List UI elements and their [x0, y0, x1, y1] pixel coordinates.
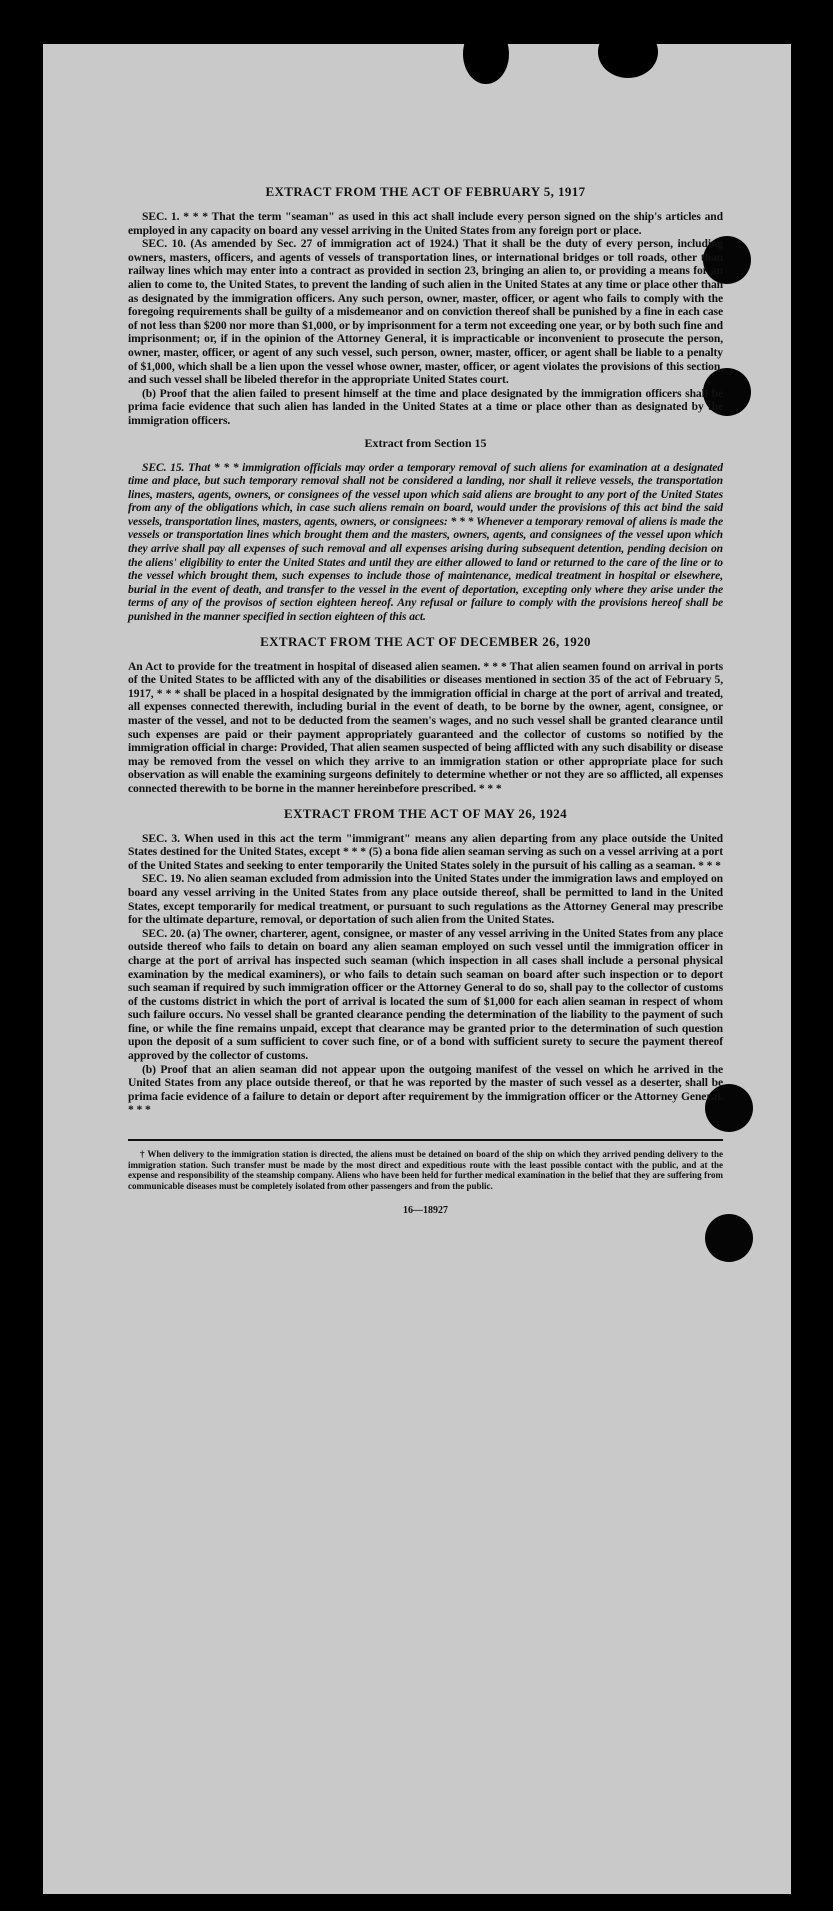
paragraph-sec-20-a: SEC. 20. (a) The owner, charterer, agent, consignee, or master of any vessel arriving in the United States from any place outside thereof who fails to detain on board any alien seaman employed on such vessel until the immigration officer in charge at the port of arrival has inspected such seaman (which inspection in all cases shall include a personal physical examination by the medical examiners), or who fails to detain such seaman on board after such inspection or to deport such seaman if required by such immigration officer or the Attorney General to do so, shall pay to the collector of customs of the customs district in which the port of arrival is located the sum of $1,000 for each alien seaman in respect of whom such failure occurs. No vessel shall be granted clearance pending the determination of the liability to the payment of such fine, or while the fine remains unpaid, except that clearance may be granted prior to the determination of such question upon the deposit of a sum sufficient to cover such fine, or of a bond with sufficient surety to secure the payment thereof approved by the collector of customs.	[128, 926, 723, 1063]
paragraph-sec-10: SEC. 10. (As amended by Sec. 27 of immigration act of 1924.) That it shall be the duty of every person, including owners, masters, officers, and agents of vessels of transportation lines, or international bridges or toll roads, other than railway lines which may enter into a contract as provided in section 23, bringing an alien to, or providing a means for an alien to come to, the United States, to prevent the landing of such alien in the United States at any time or place other than as designated by the immigration officers. Any such person, owner, master, officer, or agent who fails to comply with the foregoing requirements shall be guilty of a misdemeanor and on conviction thereof shall be punished by a fine in each case of not less than $200 nor more than $1,000, or by imprisonment for a term not exceeding one year, or by both such fine and imprisonment; or, if in the opinion of the Attorney General, it is impracticable or inconvenient to prosecute the person, owner, master, officer, or agent of any such vessel, such person, owner, master, officer, or agent shall be liable to a penalty of $1,000, which shall be a lien upon the vessel whose owner, master, officer, or agent violates the provisions of this section, and such vessel shall be libeled therefor in the appropriate United States court.	[128, 237, 723, 387]
punch-hole	[705, 1214, 753, 1262]
torn-edge-left	[463, 24, 509, 84]
torn-edge-right	[598, 26, 658, 78]
heading-act-1924: EXTRACT FROM THE ACT OF MAY 26, 1924	[283, 805, 568, 821]
document-body	[128, 184, 723, 1216]
heading-act-1917: EXTRACT FROM THE ACT OF FEBRUARY 5, 1917	[265, 184, 586, 199]
footnote: † When delivery to the immigration station is directed, the aliens must be detained on board of the ship on which they arrived pending delivery to the immigration station. Such transfer must be made by the most direct and expeditious route with the least possible contact with the public, and at the expense and responsibility of the steamship company. Aliens who have been held for further medical examination in the belief that they are suffering from communicable diseases must be completely isolated from other passengers and from the public.	[128, 1149, 723, 1191]
paragraph-act-1920: An Act to provide for the treatment in hospital of diseased alien seamen. * * * That alien seamen found on arrival in ports of the United States to be afflicted with any of the disabilities or diseases mentioned in section 35 of the act of February 5, 1917, * * * shall be placed in a hospital designated by the immigration official in charge at the port of arrival and treated, all expenses connected therewith, including burial in the event of death, to be borne by the owner, agent, consignee, or master of the vessel, and not to be deducted from the seamen's wages, and no such vessel shall be granted clearance until such expenses are paid or their payment appropriately guaranteed and the collector of customs so notified by the immigration official in charge: Provided, That alien seamen suspected of being afflicted with any such disability or disease may be removed from the vessel on which they arrive to an immigration station or other appropriate place for such observation as will enable the examining surgeons definitely to determine whether or not they are so afflicted, all expenses connected therewith to be borne in the manner hereinbefore prescribed. * * *	[128, 659, 723, 795]
paragraph-sec-15: SEC. 15. That * * * immigration officials may order a temporary removal of such aliens for examination at a designated time and place, but such temporary removal shall not be considered a landing, nor shall it relieve vessels, the transportation lines, masters, agents, owners, or consignees of the vessel upon which said aliens are brought to any port of the United States from any of the obligations which, in case such aliens remain on board, would under the provisions of this act bind the said vessels, transportation lines, masters, agents, owners, or consignees: * * * Whenever a temporary removal of aliens is made the vessels or transportation lines which brought them and the masters, owners, agents, and consignees of the vessel upon which they arrive shall pay all expenses of such removal and all expenses arising during subsequent detention, pending decision on the aliens' eligibility to enter the United States and until they are either allowed to land or returned to the care of the line or to the vessel which brought them, such expenses to include those of maintenance, medical treatment in hospital or elsewhere, burial in the event of death, and transfer to the vessel in the event of deportation, excepting only where they arise under the terms of any of the provisos of section eighteen hereof. Any refusal or failure to comply with the provisions hereof shall be punished in the manner specified in section eighteen of this act.	[128, 460, 723, 624]
paragraph-sec-19: SEC. 19. No alien seaman excluded from admission into the United States under the immigration laws and employed on board any vessel arriving in the United States from any place outside thereof, shall be permitted to land in the United States, except temporarily for medical treatment, or pursuant to such regulations as the Attorney General may prescribe for the ultimate departure, removal, or deportation of such alien from the United States.	[128, 872, 723, 927]
heading-act-1920: EXTRACT FROM THE ACT OF DECEMBER 26, 1920	[260, 633, 591, 649]
heading-section-15: Extract from Section 15	[364, 435, 487, 450]
document-page	[43, 44, 791, 1894]
paragraph-sec-3: SEC. 3. When used in this act the term "immigrant" means any alien departing from any place outside the United States destined for the United States, except * * * (5) a bona fide alien seaman serving as such on a vessel arriving at a port of the United States and seeking to enter temporarily the United States solely in the pursuit of his calling as a seaman. * * *	[128, 831, 723, 872]
divider	[128, 1139, 723, 1141]
paragraph-sec-1: SEC. 1. * * * That the term "seaman" as used in this act shall include every person signed on the ship's articles and employed in any capacity on board any vessel arriving in the United States from any foreign port or place.	[128, 210, 723, 237]
print-code: 16—18927	[403, 1205, 448, 1217]
paragraph-sec-20-b: (b) Proof that an alien seaman did not appear upon the outgoing manifest of the vessel on which he arrived in the United States from any place outside thereof, or that he was reported by the master of such vessel as a deserter, shall be prima facie evidence of a failure to detain or deport after requirement by the immigration officer or the Attorney General. * * *	[128, 1062, 723, 1117]
paragraph-sec-10-b: (b) Proof that the alien failed to present himself at the time and place designated by the immigration officers shall be prima facie evidence that such alien has landed in the United States at a time or place other than as designated by the immigration officers.	[128, 386, 723, 427]
